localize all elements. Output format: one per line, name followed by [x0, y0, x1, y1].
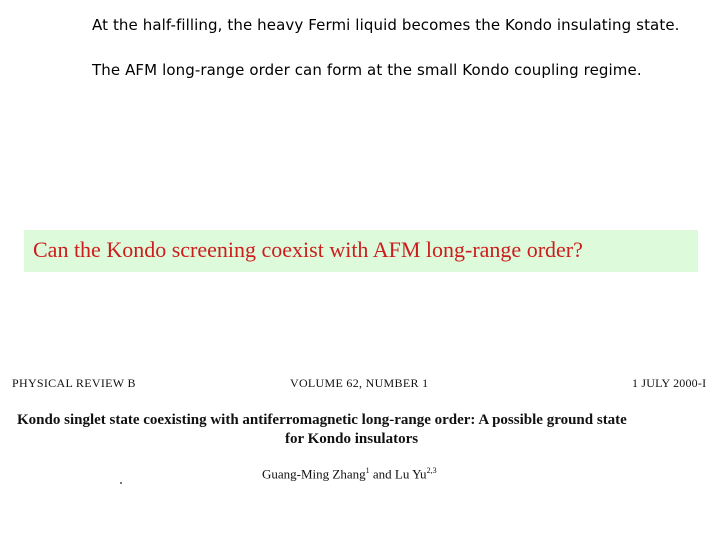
author-2-name: Lu Yu: [394, 466, 427, 482]
author-separator: and: [369, 466, 395, 482]
author-1-name: Guang-Ming Zhang: [262, 466, 366, 482]
question-text: Can the Kondo screening coexist with AFM long-range order?: [33, 237, 583, 262]
statement-afm-order: The AFM long-range order can form at the small Kondo coupling regime.: [92, 61, 642, 79]
scan-speck: [120, 482, 122, 484]
journal-name: PHYSICAL REVIEW B: [12, 376, 136, 390]
paper-authors: [262, 466, 437, 482]
paper-title-line1: Kondo singlet state coexisting with antiferromagnetic long-range order: A possible ground state: [17, 412, 627, 428]
author-1-affiliation: 1: [365, 466, 370, 475]
question-box: [24, 230, 698, 272]
paper-title-line2: for Kondo insulators: [285, 431, 419, 447]
journal-date: 1 JULY 2000-I: [632, 376, 707, 390]
statement-half-filling: At the half-filling, the heavy Fermi liquid becomes the Kondo insulating state.: [92, 16, 680, 34]
journal-volume: VOLUME 62, NUMBER 1: [290, 376, 429, 390]
author-2-affiliation: 2,3: [426, 466, 437, 475]
